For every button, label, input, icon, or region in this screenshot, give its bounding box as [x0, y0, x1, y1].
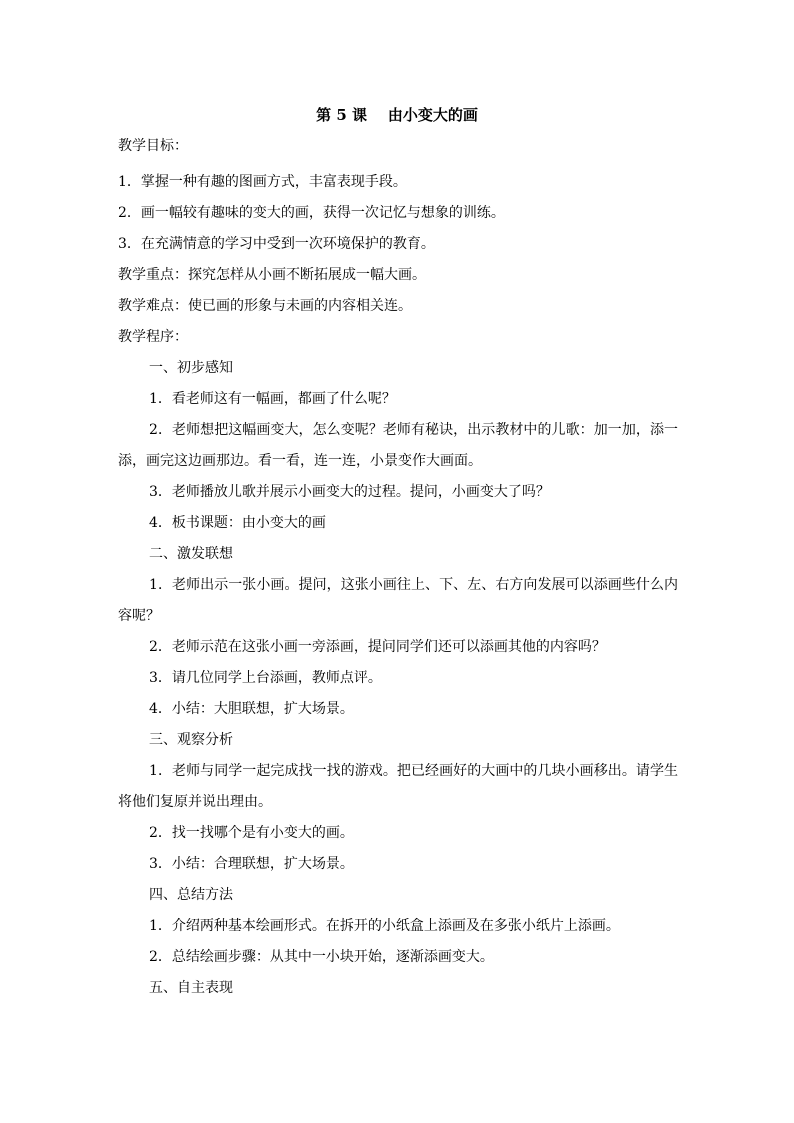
difficulty: 教学难点：使已画的形象与未画的内容相关连。	[118, 298, 412, 314]
procedure-label: 教学程序：	[118, 329, 188, 345]
section-item: 2．老师想把这幅画变大，怎么变呢？老师有秘诀，出示教材中的儿歌：加一加，添一添，画完这边画那边。看一看，连一连，小景变作大画面。	[118, 422, 678, 469]
section-item: 1．看老师这有一幅画，都画了什么呢？	[149, 391, 396, 407]
section-item: 3．请几位同学上台添画，教师点评。	[149, 670, 382, 686]
goal-item: 1．掌握一种有趣的图画方式，丰富表现手段。	[118, 174, 407, 190]
section-item: 2．总结绘画步骤：从其中一小块开始，逐渐添画变大。	[149, 949, 494, 965]
goal-item: 2．画一幅较有趣味的变大的画，获得一次记忆与想象的训练。	[118, 205, 505, 221]
section-heading: 三、观察分析	[149, 732, 233, 748]
section-item: 2．老师示范在这张小画一旁添画，提问同学们还可以添画其他的内容吗？	[149, 639, 606, 655]
section-item: 2．找一找哪个是有小变大的画。	[149, 825, 354, 841]
section-heading: 四、总结方法	[149, 887, 233, 903]
goals-label: 教学目标：	[118, 138, 188, 154]
key-point: 教学重点：探究怎样从小画不断拓展成一幅大画。	[118, 267, 426, 283]
lesson-title: 第 5 课 由小变大的画	[316, 106, 478, 124]
section-item: 3．老师播放儿歌并展示小画变大的过程。提问，小画变大了吗？	[149, 484, 550, 500]
section-item: 1．介绍两种基本绘画形式。在拆开的小纸盒上添画及在多张小纸片上添画。	[149, 918, 620, 934]
section-item: 1．老师出示一张小画。提问，这张小画往上、下、左、右方向发展可以添画些什么内容呢？	[118, 577, 678, 624]
section-item: 1．老师与同学一起完成找一找的游戏。把已经画好的大画中的几块小画移出。请学生将他们复原并说出理由。	[118, 763, 678, 810]
goal-item: 3．在充满情意的学习中受到一次环境保护的教育。	[118, 236, 435, 252]
section-item: 4．小结：大胆联想，扩大场景。	[149, 701, 354, 717]
section-heading: 一、初步感知	[149, 360, 233, 376]
section-item: 3．小结：合理联想，扩大场景。	[149, 856, 354, 872]
section-heading: 二、激发联想	[149, 546, 233, 562]
lesson-content	[118, 131, 678, 1004]
section-heading: 五、自主表现	[149, 980, 233, 996]
section-item: 4．板书课题：由小变大的画	[149, 515, 326, 531]
